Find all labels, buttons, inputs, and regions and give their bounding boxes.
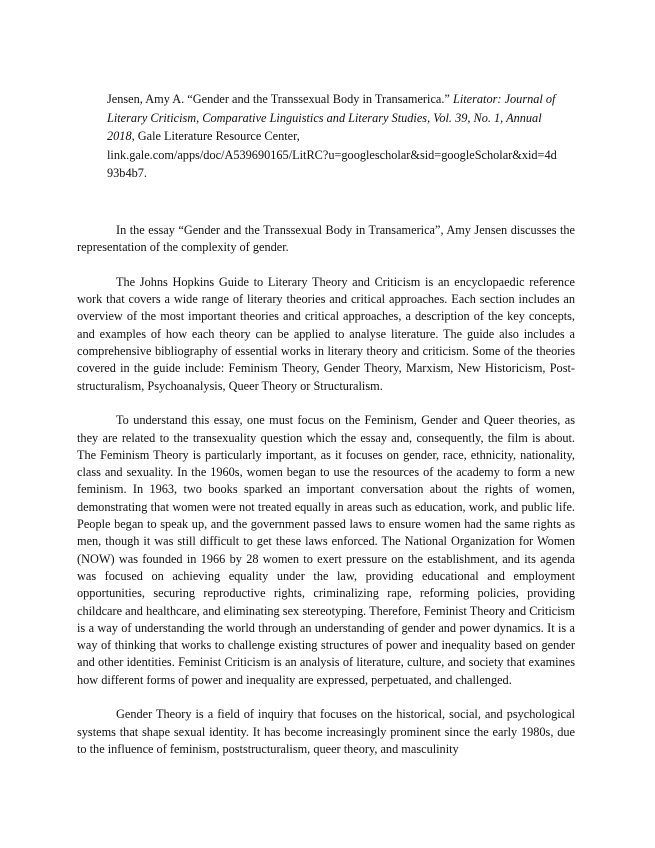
citation-url: link.gale.com/apps/doc/A539690165/LitRC?u=googlescholar&sid=googleScholar&xid=4d (107, 147, 557, 162)
citation-line-3 (107, 127, 585, 146)
citation-author-title: Jensen, Amy A. “Gender and the Transsexual Body in Transamerica.” (107, 92, 453, 106)
essay-body (77, 222, 575, 776)
paragraph-intro: In the essay “Gender and the Transsexual Body in Transamerica”, Amy Jensen discusses the representation of the complexity of gender. (77, 223, 575, 255)
paragraph-feminism: To understand this essay, one must focus on the Feminism, Gender and Queer theories, as they are related to the transexuality question which the essay and, consequently, the film is about. The Feminism Theory is particularly important, as it focuses on gender, race, ethnicity, nationality, class and sexuality. In the 1960s, women began to use the resources of the academy to form a new feminism. In 1963, two books sparked an important conversation about the rights of women, demonstrating that women were not treated equally in areas such as education, work, and public life. People began to speak up, and the government passed laws to ensure women had the same rights as men, though it was still difficult to get these laws enforced. The National Organization for Women (NOW) was founded in 1966 by 28 women to exert pressure on the establishment, and its agenda was focused on achieving equality under the law, providing educational and employment opportunities, securing reproductive rights, criminalizing rape, reforming policies, providing childcare and healthcare, and eliminating sex stereotyping. Therefore, Feminist Theory and Criticism is a way of understanding the world through an understanding of gender and power dynamics. It is a way of thinking that works to challenge existing structures of power and inequality based on gender and other identities. Feminist Criticism is an analysis of literature, culture, and society that examines how different forms of power and inequality are expressed, perpetuated, and challenged. (77, 413, 575, 687)
citation-journal-details: Literary Criticism, Comparative Linguistics and Literary Studies, Vol. 39, No. 1, Annual (107, 110, 542, 125)
citation-url-continued: 93b4b7. (107, 166, 147, 181)
citation-line-1 (107, 90, 585, 109)
citation-line-2 (107, 109, 585, 128)
paragraph-guide: The Johns Hopkins Guide to Literary Theory and Criticism is an encyclopaedic reference work that covers a wide range of literary theories and critical approaches. Each section includes an overview of the most important theories and critical approaches, a description of the key concepts, and examples of how each theory can be applied to analyse literature. The guide also includes a comprehensive bibliography of essential works in literary theory and criticism. Some of the theories covered in the guide include: Feminism Theory, Gender Theory, Marxism, New Historicism, Post-structuralism, Psychoanalysis, Queer Theory or Structuralism. (77, 274, 575, 393)
citation-database: , Gale Literature Resource Center, (131, 129, 300, 144)
citation-year: 2018 (107, 129, 132, 144)
citation-journal-name: Literator: Journal of (452, 92, 556, 106)
works-cited-entry (107, 90, 585, 183)
paragraph-gender-theory: Gender Theory is a field of inquiry that focuses on the historical, social, and psychological systems that shape sexual identity. It has become increasingly prominent since the early 1980s, due to the influence of feminism, poststructuralism, queer theory, and masculinity (77, 707, 575, 756)
